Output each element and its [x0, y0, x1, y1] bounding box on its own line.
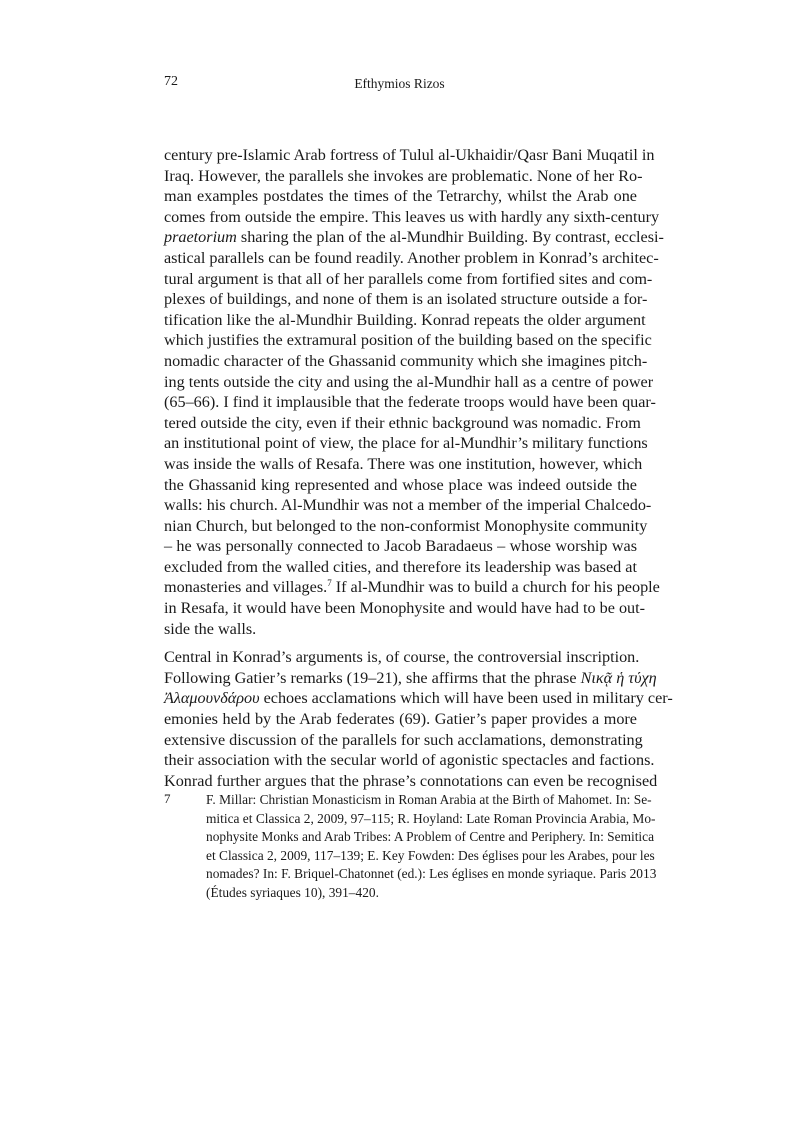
footnote-line: nomades? In: F. Briquel-Chatonnet (ed.): Les églises en monde syriaque. Paris 2013: [206, 866, 657, 882]
footnote-line: mitica et Classica 2, 2009, 97–115; R. Hoyland: Late Roman Provincia Arabia, Mo-: [206, 810, 656, 826]
text-line: their association with the secular world of agonistic spectacles and factions.: [164, 751, 655, 770]
paragraph: [164, 647, 673, 791]
running-head-author: Efthymios Rizos: [354, 76, 445, 91]
page-number: 72: [164, 74, 178, 89]
text-line: plexes of buildings, and none of them is an isolated structure outside a for-: [164, 290, 648, 309]
text-line: nian Church, but belonged to the non-conformist Monophysite community: [164, 516, 648, 535]
italic-term: praetorium: [164, 228, 237, 247]
text-line: nomadic character of the Ghassanid community which she imagines pitch-: [164, 351, 648, 370]
text-line: emonies held by the Arab federates (69). Gatier’s paper provides a more: [164, 710, 637, 729]
text-run: echoes acclamations which will have been used in military cer-: [259, 689, 673, 708]
text-line: [164, 577, 660, 598]
text-line: man examples postdates the times of the Tetrarchy, whilst the Arab one: [164, 187, 637, 206]
greek-phrase: Ἀλαμουνδάρου: [164, 689, 260, 708]
text-line: walls: his church. Al-Mundhir was not a member of the imperial Chalcedo-: [164, 496, 652, 515]
footnote-reference[interactable]: 7: [327, 578, 332, 589]
text-line: Central in Konrad’s arguments is, of course, the controversial inscription.: [164, 648, 640, 667]
paragraph: [164, 145, 664, 639]
footnote-number: 7: [164, 791, 171, 806]
text-line: century pre-Islamic Arab fortress of Tulul al-Ukhaidir/Qasr Bani Muqatil in: [164, 146, 655, 164]
text-line: astical parallels can be found readily. Another problem in Konrad’s architec-: [164, 248, 659, 267]
text-run: If al-Mundhir was to build a church for his people: [331, 578, 660, 597]
text-line: the Ghassanid king represented and whose place was indeed outside the: [164, 475, 637, 494]
text-line: an institutional point of view, the place for al-Mundhir’s military functions: [164, 434, 648, 453]
paragraph-gap: [164, 639, 637, 647]
text-line: Iraq. However, the parallels she invokes are problematic. None of her Ro-: [164, 166, 643, 185]
footnotes: [164, 791, 657, 903]
text-line: which justifies the extramural position of the building based on the specific: [164, 331, 652, 350]
text-line: side the walls.: [164, 619, 257, 638]
text-line: [164, 668, 657, 689]
text-run: sharing the plan of the al-Mundhir Building. By contrast, ecclesi-: [236, 228, 664, 247]
text-run: monasteries and villages.: [164, 578, 328, 597]
body-text: [164, 145, 673, 791]
text-line: ing tents outside the city and using the al-Mundhir hall as a centre of power: [164, 372, 654, 391]
text-line: in Resafa, it would have been Monophysite and would have had to be out-: [164, 599, 646, 618]
text-line: (65–66). I find it implausible that the federate troops would have been quar-: [164, 393, 656, 412]
footnote-text: [206, 791, 657, 903]
text-line: extensive discussion of the parallels for such acclamations, demonstrating: [164, 730, 643, 749]
footnote-line: (Études syriaques 10), 391–420.: [206, 884, 379, 900]
text-line: tification like the al-Mundhir Building. Konrad repeats the older argument: [164, 310, 646, 329]
footnote-line: et Classica 2, 2009, 117–139; E. Key Fowden: Des églises pour les Arabes, pour les: [206, 847, 655, 863]
text-line: was inside the walls of Resafa. There was one institution, however, which: [164, 454, 643, 473]
text-line: excluded from the walled cities, and therefore its leadership was based at: [164, 557, 637, 576]
text-line: tered outside the city, even if their ethnic background was nomadic. From: [164, 413, 641, 432]
text-line: – he was personally connected to Jacob Baradaeus – whose worship was: [164, 537, 637, 556]
text-line: [164, 227, 664, 248]
text-line: [164, 688, 673, 709]
text-line: comes from outside the empire. This leaves us with hardly any sixth-century: [164, 207, 660, 226]
text-line: Konrad further argues that the phrase’s connotations can even be recognised: [164, 771, 658, 790]
footnote-line: nophysite Monks and Arab Tribes: A Problem of Centre and Periphery. In: Semitica: [206, 829, 655, 845]
footnote: [164, 791, 657, 903]
footnote-line: F. Millar: Christian Monasticism in Roman Arabia at the Birth of Mahomet. In: Se-: [206, 792, 652, 807]
text-run: Following Gatier’s remarks (19–21), she affirms that the phrase: [164, 668, 581, 687]
greek-phrase: Νικᾷ ἡ τύχη: [580, 668, 657, 687]
text-line: tural argument is that all of her parallels come from fortified sites and com-: [164, 269, 653, 288]
